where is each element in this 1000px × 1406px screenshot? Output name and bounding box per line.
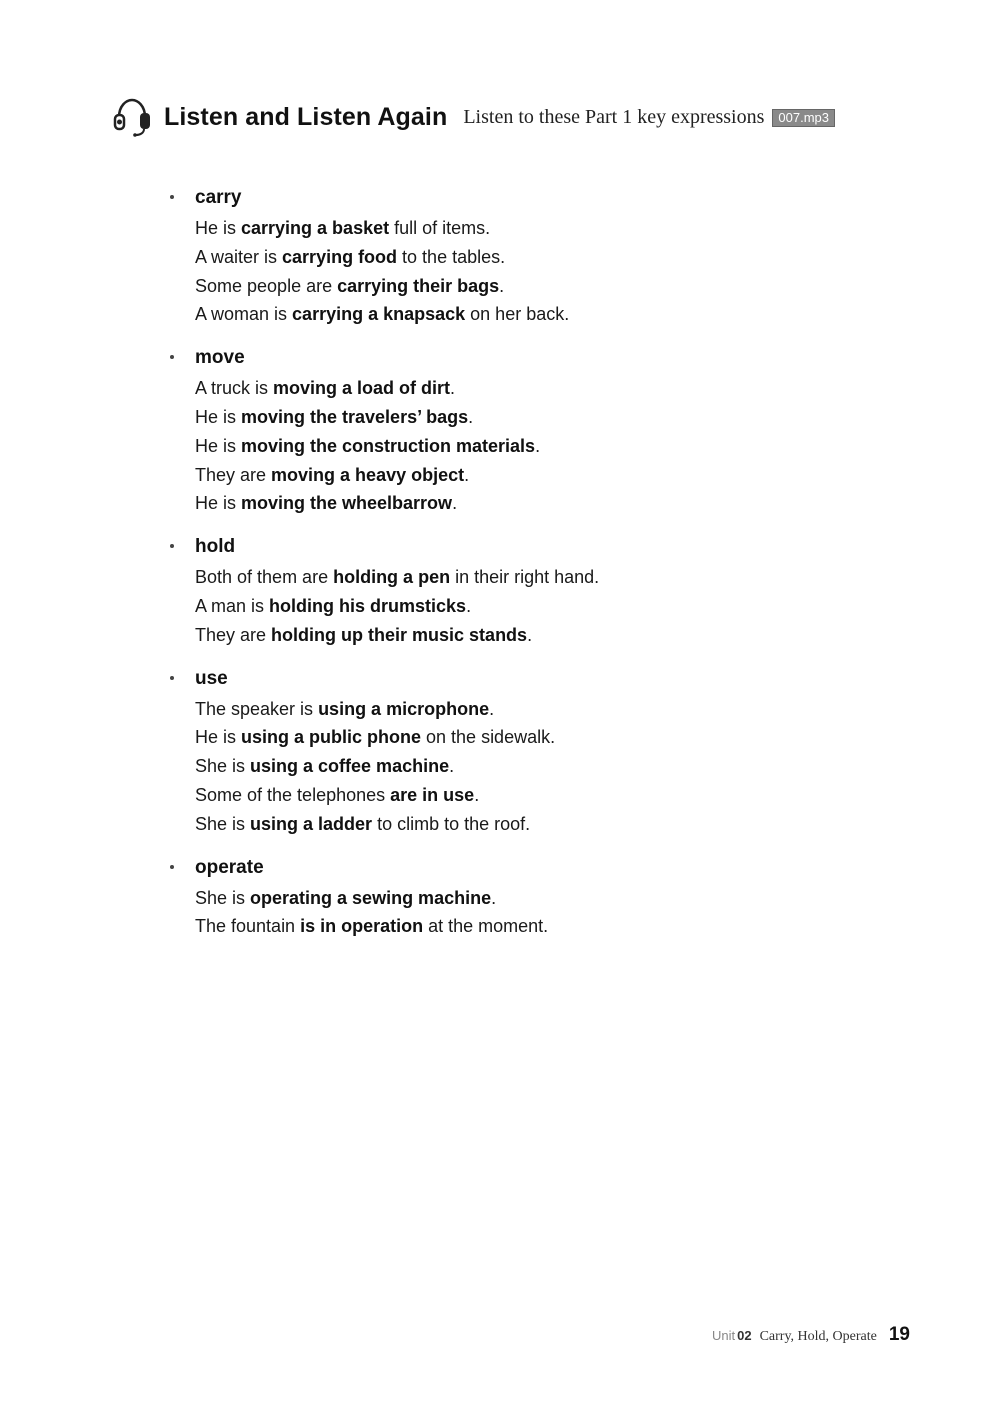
sentence-text: . bbox=[452, 493, 458, 514]
example-sentence bbox=[195, 695, 870, 724]
sentence-text: A man is bbox=[195, 595, 270, 616]
sentence-text: to the tables. bbox=[397, 246, 506, 267]
sentence-text: A woman is bbox=[195, 304, 293, 325]
key-expression: is in operation bbox=[300, 916, 424, 937]
expression-list bbox=[170, 184, 870, 956]
example-sentence bbox=[195, 461, 870, 490]
bullet-icon bbox=[170, 195, 174, 199]
expression-section bbox=[170, 533, 870, 649]
sentence-text: He is bbox=[195, 218, 242, 238]
sentence-text: They are bbox=[195, 464, 272, 485]
verb-heading: use bbox=[195, 667, 228, 689]
example-sentence bbox=[195, 374, 870, 403]
verb-heading: carry bbox=[195, 187, 242, 208]
example-sentence bbox=[195, 489, 870, 518]
example-sentence bbox=[195, 432, 870, 461]
example-sentences bbox=[170, 695, 870, 839]
example-sentence bbox=[195, 563, 870, 592]
key-expression: carrying a knapsack bbox=[292, 304, 466, 325]
key-expression: using a public phone bbox=[241, 727, 422, 748]
example-sentences bbox=[170, 884, 870, 942]
key-expression: carrying their bags bbox=[337, 275, 500, 296]
sentence-text: . bbox=[535, 435, 541, 456]
key-expression: moving a load of dirt bbox=[273, 378, 451, 399]
sentence-text: in their right hand. bbox=[450, 567, 600, 588]
sentence-text: at the moment. bbox=[423, 916, 549, 937]
sentence-text: He is bbox=[195, 406, 242, 427]
key-expression: moving the travelers’ bags bbox=[241, 406, 469, 427]
key-expression: carrying food bbox=[282, 246, 398, 267]
example-sentences bbox=[170, 214, 870, 329]
footer-unit-label: Unit bbox=[711, 1328, 736, 1343]
verb-heading: move bbox=[195, 347, 245, 369]
sentence-text: He is bbox=[195, 435, 242, 456]
sentence-text: A truck is bbox=[195, 378, 274, 399]
example-sentence bbox=[195, 403, 870, 432]
example-sentences bbox=[170, 374, 870, 518]
expression-section bbox=[170, 854, 870, 942]
sentence-text: . bbox=[491, 887, 497, 908]
example-sentence bbox=[195, 884, 870, 913]
sentence-text: . bbox=[474, 784, 480, 805]
key-expression: moving a heavy object bbox=[271, 464, 465, 485]
sentence-text: The speaker is bbox=[195, 698, 319, 719]
headphones-icon bbox=[110, 95, 154, 139]
sentence-text: on her back. bbox=[465, 304, 570, 325]
key-expression: operating a sewing machine bbox=[250, 887, 492, 908]
key-expression: holding a pen bbox=[333, 567, 451, 588]
sentence-text: . bbox=[464, 464, 470, 485]
sentence-text: . bbox=[450, 378, 456, 399]
key-expression: carrying a basket bbox=[241, 218, 390, 238]
page-number: 19 bbox=[888, 1324, 910, 1345]
key-expression: using a ladder bbox=[250, 813, 373, 834]
example-sentence bbox=[195, 752, 870, 781]
key-expression: moving the wheelbarrow bbox=[241, 493, 453, 514]
example-sentence bbox=[195, 810, 870, 839]
page-footer bbox=[712, 1324, 910, 1346]
header-title: Listen and Listen Again bbox=[164, 102, 448, 131]
sentence-text: . bbox=[499, 275, 505, 296]
sentence-text: Some of the telephones bbox=[195, 784, 391, 805]
sentence-text: . bbox=[466, 595, 472, 616]
sentence-text: A waiter is bbox=[195, 246, 283, 267]
sentence-text: . bbox=[468, 406, 474, 427]
sentence-text: He is bbox=[195, 727, 242, 748]
bullet-icon bbox=[170, 865, 174, 869]
header-subtitle: Listen to these Part 1 key expressions bbox=[463, 105, 765, 128]
example-sentence bbox=[195, 300, 870, 329]
sentence-text: . bbox=[449, 756, 455, 777]
example-sentence bbox=[195, 621, 870, 650]
expression-section bbox=[170, 184, 870, 329]
sentence-text: . bbox=[489, 698, 495, 719]
key-expression: holding his drumsticks bbox=[269, 595, 467, 616]
example-sentence bbox=[195, 912, 870, 941]
key-expression: are in use bbox=[390, 784, 475, 805]
verb-heading: hold bbox=[195, 536, 236, 558]
sentence-text: He is bbox=[195, 493, 242, 514]
sentence-text: She is bbox=[195, 756, 251, 777]
example-sentence bbox=[195, 272, 870, 301]
section-header bbox=[110, 92, 835, 142]
key-expression: using a coffee machine bbox=[250, 756, 450, 777]
sentence-text: The fountain bbox=[195, 916, 301, 937]
key-expression: using a microphone bbox=[318, 698, 490, 719]
sentence-text: full of items. bbox=[389, 218, 491, 238]
expression-section bbox=[170, 665, 870, 839]
sentence-text: She is bbox=[195, 887, 251, 908]
sentence-text: to climb to the roof. bbox=[372, 813, 531, 834]
sentence-text: She is bbox=[195, 813, 251, 834]
footer-unit-title: Carry, Hold, Operate bbox=[759, 1329, 877, 1344]
key-expression: moving the construction materials bbox=[241, 435, 536, 456]
example-sentence bbox=[195, 781, 870, 810]
example-sentence bbox=[195, 723, 870, 752]
verb-heading: operate bbox=[195, 856, 264, 878]
sentence-text: on the sidewalk. bbox=[421, 727, 556, 748]
example-sentence bbox=[195, 243, 870, 272]
example-sentences bbox=[170, 563, 870, 649]
key-expression: holding up their music stands bbox=[271, 624, 528, 645]
bullet-icon bbox=[170, 676, 174, 680]
expression-section bbox=[170, 344, 870, 518]
sentence-text: Some people are bbox=[195, 275, 338, 296]
sentence-text: Both of them are bbox=[195, 567, 334, 588]
sentence-text: . bbox=[527, 624, 533, 645]
sentence-text: They are bbox=[195, 624, 272, 645]
footer-unit-number: 02 bbox=[737, 1328, 752, 1343]
example-sentence bbox=[195, 214, 870, 243]
example-sentence bbox=[195, 592, 870, 621]
audio-track-badge[interactable]: 007.mp3 bbox=[772, 109, 835, 127]
